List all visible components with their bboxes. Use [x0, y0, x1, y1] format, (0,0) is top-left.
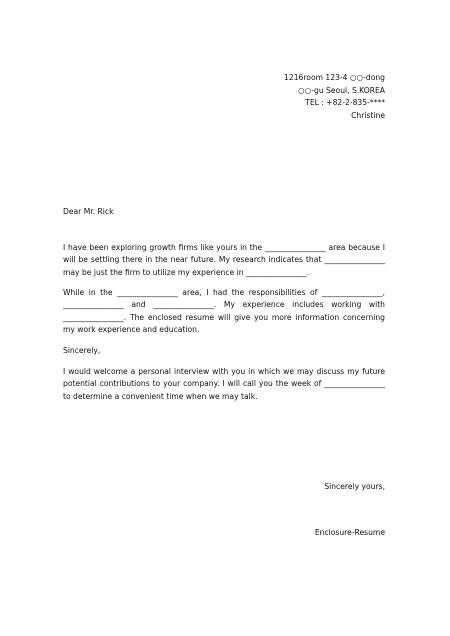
address-line-city: ○○-gu Seoul, S.KOREA: [298, 85, 385, 95]
paragraph-experience: While in the ________________ area, I had the responsibilities of ________________, ________________ and ________________. My experience includes working with ________________. The enclosed resume will give you more information concerning my work experience and education.: [63, 288, 385, 334]
paragraph-sincerely: Sincerely,: [63, 346, 101, 355]
salutation: Dear Mr. Rick: [63, 207, 114, 216]
closing: Sincerely yours,: [324, 482, 385, 491]
paragraph-intro: I have been exploring growth firms like yours in the ________________ area because I will be settling there in the near future. My research indicates that ________________ may be just the firm to utilize my experience in ________________.: [63, 243, 385, 277]
address-line-phone: TEL : +82-2-835-****: [305, 98, 385, 107]
paragraph-interview-request: I would welcome a personal interview with you in which we may discuss my future potential contributions to your company. I will call you the week of ________________ to determine a convenient time when we may talk.: [63, 367, 385, 401]
sender-address-block: [284, 72, 385, 122]
enclosure-note: Enclosure-Resume: [314, 528, 385, 537]
sender-name: Christine: [351, 110, 385, 120]
address-line-street: 1216room 123-4 ○○-dong: [284, 73, 385, 82]
